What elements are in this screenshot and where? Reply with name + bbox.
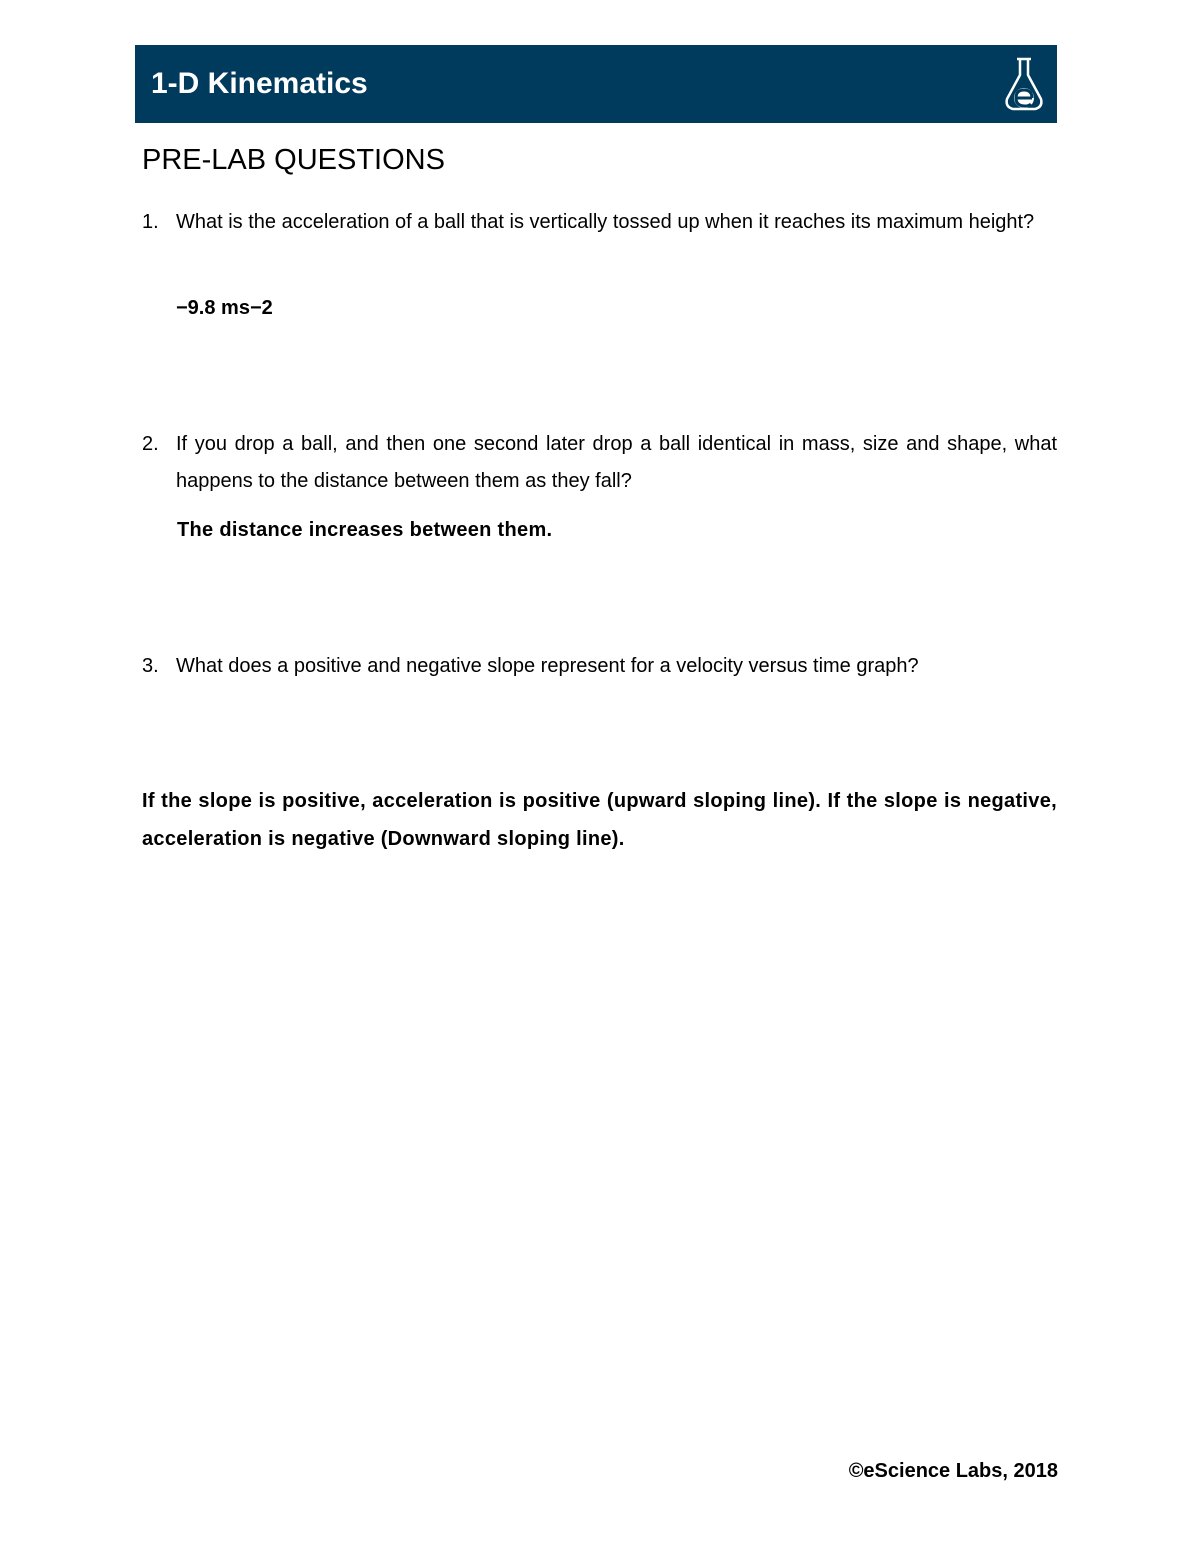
header-bar bbox=[135, 45, 1057, 123]
question-number: 3. bbox=[142, 655, 159, 677]
section-title: PRE-LAB QUESTIONS bbox=[142, 144, 445, 176]
question-text: If you drop a ball, and then one second later drop a ball identical in mass, size and shape, what happens to the distance between them as they fall? bbox=[176, 433, 1057, 492]
question-text: What is the acceleration of a ball that is vertically tossed up when it reaches its maximum height? bbox=[176, 211, 1035, 233]
answer-1: −9.8 ms−2 bbox=[176, 297, 273, 319]
answer-3: If the slope is positive, acceleration is positive (upward sloping line). If the slope is negative, acceleration is negative (Downward sloping line). bbox=[142, 790, 1057, 850]
question-text: What does a positive and negative slope represent for a velocity versus time graph? bbox=[176, 655, 919, 677]
page-title: 1-D Kinematics bbox=[151, 67, 368, 100]
flask-logo-icon bbox=[1001, 55, 1047, 113]
question-2 bbox=[142, 426, 1057, 500]
footer-copyright: ©eScience Labs, 2018 bbox=[848, 1460, 1058, 1482]
answer-2: The distance increases between them. bbox=[177, 519, 553, 541]
question-1 bbox=[142, 204, 1057, 241]
question-number: 2. bbox=[142, 433, 159, 455]
question-3 bbox=[142, 648, 1057, 685]
question-number: 1. bbox=[142, 211, 159, 233]
